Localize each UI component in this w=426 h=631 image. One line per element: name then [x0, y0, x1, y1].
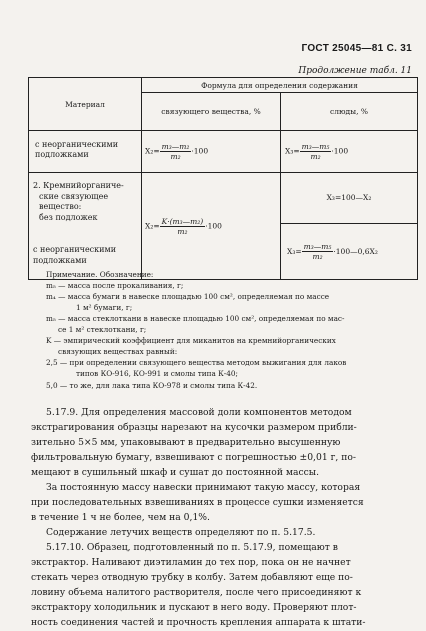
page-header: ГОСТ 25045—81 С. 31	[301, 43, 412, 54]
body-line: при последовательных взвешиваниях в процессе сушки изменяется	[31, 497, 364, 508]
body-line: стекать через отводную трубку в колбу. Затем добавляют еще по-	[31, 572, 353, 583]
row2-mica-cell	[281, 173, 418, 280]
row3-mica-formula: X₃= $\frac{\text{m₃—m₅}}{\text{m₂}}$ ·100—0,6X₂	[287, 242, 378, 261]
note-line: 5,0 — то же, для лака типа КО-978 и смолы типа К-42.	[46, 381, 258, 390]
body-line: экстрактору холодильник и пускают в него воду. Проверяют плот-	[31, 602, 357, 613]
header-mica: слюды, %	[281, 93, 418, 131]
body-line: зительно 5×5 мм, упаковывают в предварительно высушенную	[31, 437, 341, 448]
row1-mica-formula: X₃= $\frac{\text{m₃—m₅}}{\text{m₂}}$ ·100	[281, 131, 418, 173]
notes-title: Примечание. Обозначение:	[46, 270, 154, 279]
note-line: се 1 м² стеклоткани, г;	[58, 325, 147, 334]
row1-material: с неорганическими подложками	[29, 131, 142, 173]
header-formula: Формула для определения содержания	[142, 78, 418, 93]
note-line: m₄ — масса бумаги в навеске площадью 100 см², определяемая по массе	[46, 292, 330, 301]
note-line: типов КО-916, КО-991 и смолы типа К-40;	[76, 369, 238, 378]
row2-material: 2. Кремнийорганиче- ские связующее вещество: без подложек с неорганическими подложками	[29, 173, 142, 280]
row2-mica-formula: X₃=100—X₂	[281, 173, 417, 224]
row1-binder-formula: X₂= $\frac{\text{m₃—m₂}}{\text{m₂}}$ ·100	[142, 131, 281, 173]
body-line: мещают в сушильный шкаф и сушат до постоянной массы.	[31, 467, 320, 478]
note-line: m₅ — масса стеклоткани в навеске площадью 100 см², определяемая по мас-	[46, 314, 345, 323]
note-line: 1 м² бумаги, г;	[76, 303, 133, 312]
formula-table	[28, 77, 418, 280]
note-line: связующих веществах равный:	[58, 347, 178, 356]
body-line: За постоянную массу навески принимают такую массу, которая	[46, 482, 361, 493]
table-continuation-label: Продолжение табл. 11	[298, 66, 412, 76]
body-line: в течение 1 ч не более, чем на 0,1%.	[31, 512, 210, 523]
note-line: 2,5 — при определении связующего вещества методом выжигания для лаков	[46, 358, 347, 367]
body-line: 5.17.9. Для определения массовой доли компонентов методом	[46, 407, 352, 418]
body-line: экстрагирования образцы нарезают на кусочки размером прибли-	[31, 422, 357, 433]
row2-binder-formula: X₂= $\frac{\text{K·(m₃—m₂)}}{\text{m₂}}$ ·100	[142, 173, 281, 280]
note-line: K — эмпирический коэффициент для миканитов на кремнийорганических	[46, 336, 336, 345]
header-material: Материал	[29, 78, 142, 131]
body-line: фильтровальную бумагу, взвешивают с погрешностью ±0,01 г, по-	[31, 452, 357, 463]
body-line: экстрактор. Наливают диэтиламин до тех пор, пока он не начнет	[31, 557, 351, 568]
body-line: 5.17.10. Образец, подготовленный по п. 5.17.9, помещают в	[46, 542, 338, 553]
note-line: m₅ — масса после прокаливания, г;	[46, 281, 184, 290]
header-binder: связующего вещества, %	[142, 93, 281, 131]
body-line: Содержание летучих веществ определяют по п. 5.17.5.	[46, 527, 316, 538]
body-line: ность соединения частей и прочность крепления аппарата к штати-	[31, 617, 366, 628]
body-line: ловину объема налитого растворителя, после чего присоединяют к	[31, 587, 362, 598]
